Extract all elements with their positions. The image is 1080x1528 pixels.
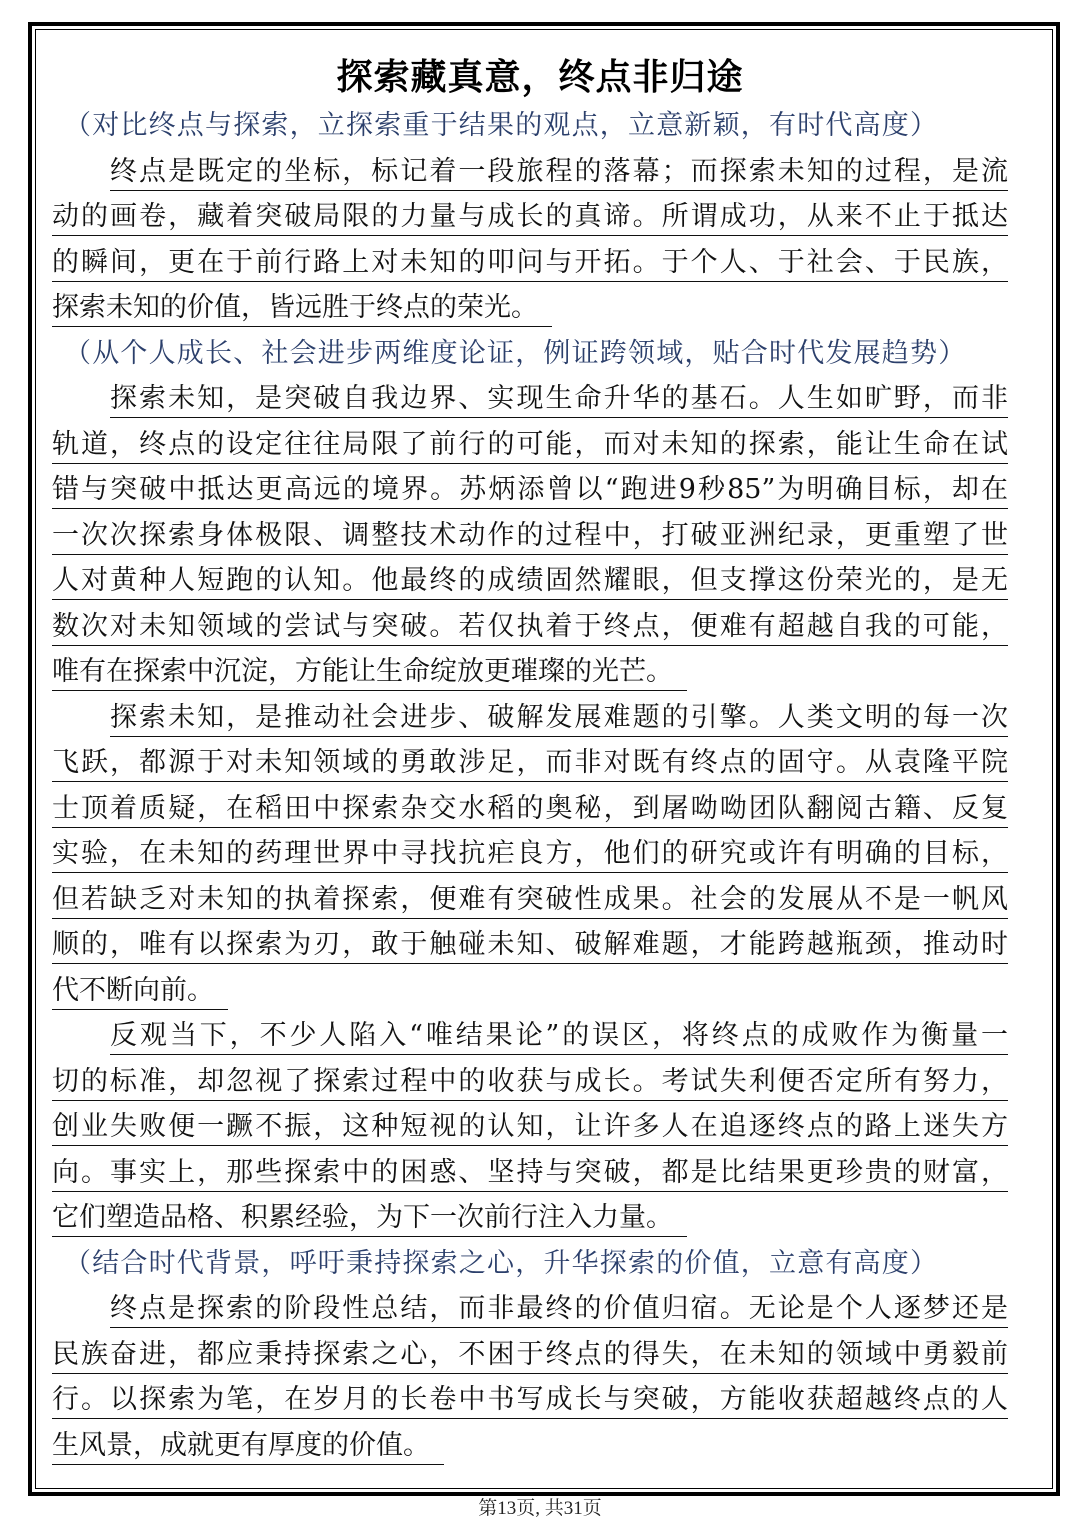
underlined-text-line: 顺的，唯有以探索为刃，敢于触碰未知、破解难题，才能跨越瓶颈，推动时 — [52, 927, 1008, 964]
paragraph — [52, 696, 1008, 1015]
essay-line — [52, 150, 1008, 196]
essay-line — [52, 741, 1008, 787]
annotation-row — [52, 1242, 1008, 1288]
essay-line — [52, 1060, 1008, 1106]
essay-line — [52, 1151, 1008, 1197]
underlined-text-line: 创业失败便一蹶不振，这种短视的认知，让许多人在追逐终点的路上迷失方 — [52, 1109, 1008, 1146]
essay-line — [52, 514, 1008, 560]
essay-title: 探索藏真意，终点非归途 — [336, 56, 744, 98]
essay-line — [52, 1196, 1008, 1242]
paragraph — [52, 150, 1008, 332]
paragraph — [52, 1287, 1008, 1469]
essay-line — [52, 1378, 1008, 1424]
essay-line — [52, 1014, 1008, 1060]
annotation-note: （从个人成长、社会进步两维度论证，例证跨领域，贴合时代发展趋势） — [64, 337, 967, 369]
underlined-text-line: 实验，在未知的药理世界中寻找抗疟良方，他们的研究或许有明确的目标， — [52, 836, 1008, 873]
page-number: 第13页, 共31页 — [478, 1498, 602, 1519]
underlined-text-line: 一次次探索身体极限、调整技术动作的过程中，打破亚洲纪录，更重塑了世 — [52, 518, 1008, 555]
underlined-text-line: 但若缺乏对未知的执着探索，便难有突破性成果。社会的发展从不是一帆风 — [52, 882, 1008, 919]
underlined-text-line: 终点是既定的坐标，标记着一段旅程的落幕；而探索未知的过程，是流 — [110, 154, 1008, 191]
essay-line — [52, 559, 1008, 605]
underlined-text-line: 生风景，成就更有厚度的价值。 — [52, 1428, 444, 1465]
essay-line — [52, 1333, 1008, 1379]
underlined-text-line: 人对黄种人短跑的认知。他最终的成绩固然耀眼，但支撑这份荣光的，是无 — [52, 563, 1008, 600]
underlined-text-line: 行。以探索为笔，在岁月的长卷中书写成长与突破，方能收获超越终点的人 — [52, 1382, 1008, 1419]
underlined-text-line: 切的标准，却忽视了探索过程中的收获与成长。考试失利便否定所有努力， — [52, 1064, 1008, 1101]
essay-line — [52, 423, 1008, 469]
annotation-row — [52, 104, 1008, 150]
essay-line — [52, 468, 1008, 514]
underlined-text-line: 动的画卷，藏着突破局限的力量与成长的真谛。所谓成功，从来不止于抵达 — [52, 199, 1008, 236]
essay-line — [52, 1105, 1008, 1151]
essay-line — [52, 195, 1008, 241]
paragraph — [52, 1014, 1008, 1242]
essay-line — [52, 787, 1008, 833]
annotation-note: （对比终点与探索，立探索重于结果的观点，立意新颖，有时代高度） — [64, 110, 939, 141]
essay-line — [52, 832, 1008, 878]
essay-line — [52, 878, 1008, 924]
essay-line — [52, 923, 1008, 969]
underlined-text-line: 数次对未知领域的尝试与突破。若仅执着于终点，便难有超越自我的可能， — [52, 609, 1008, 646]
underlined-text-line: 错与突破中抵达更高远的境界。苏炳添曾以“跑进9秒85”为明确目标，却在 — [52, 472, 1008, 509]
annotation-note: （结合时代背景，呼吁秉持探索之心，升华探索的价值，立意有高度） — [64, 1247, 939, 1279]
underlined-text-line: 终点是探索的阶段性总结，而非最终的价值归宿。无论是个人逐梦还是 — [110, 1291, 1008, 1328]
essay-body — [52, 104, 1008, 1469]
essay-line — [52, 605, 1008, 651]
underlined-text-line: 民族奋进，都应秉持探索之心，不困于终点的得失，在未知的领域中勇毅前 — [52, 1337, 1008, 1374]
essay-line — [52, 377, 1008, 423]
essay-line — [52, 969, 1008, 1015]
underlined-text-line: 士顶着质疑，在稻田中探索杂交水稻的奥秘，到屠呦呦团队翻阅古籍、反复 — [52, 791, 1008, 828]
essay-line — [52, 650, 1008, 696]
essay-line — [52, 1424, 1008, 1470]
underlined-text-line: 飞跃，都源于对未知领域的勇敢涉足，而非对既有终点的固守。从袁隆平院 — [52, 745, 1008, 782]
underlined-text-line: 唯有在探索中沉淀，方能让生命绽放更璀璨的光芒。 — [52, 654, 687, 691]
essay-line — [52, 696, 1008, 742]
underlined-text-line: 反观当下，不少人陷入“唯结果论”的误区，将终点的成败作为衡量一 — [110, 1018, 1008, 1055]
essay-line — [52, 286, 1008, 332]
underlined-text-line: 它们塑造品格、积累经验，为下一次前行注入力量。 — [52, 1200, 687, 1237]
underlined-text-line: 代不断向前。 — [52, 973, 228, 1010]
underlined-text-line: 轨道，终点的设定往往局限了前行的可能，而对未知的探索，能让生命在试 — [52, 427, 1008, 464]
underlined-text-line: 探索未知的价值，皆远胜于终点的荣光。 — [52, 290, 552, 327]
annotation-row — [52, 332, 1008, 378]
essay-line — [52, 1287, 1008, 1333]
underlined-text-line: 向。事实上，那些探索中的困惑、坚持与突破，都是比结果更珍贵的财富， — [52, 1155, 1008, 1192]
paragraph — [52, 377, 1008, 696]
underlined-text-line: 的瞬间，更在于前行路上对未知的叩问与开拓。于个人、于社会、于民族， — [52, 245, 1008, 282]
essay-line — [52, 241, 1008, 287]
underlined-text-line: 探索未知，是突破自我边界、实现生命升华的基石。人生如旷野，而非 — [110, 381, 1008, 418]
underlined-text-line: 探索未知，是推动社会进步、破解发展难题的引擎。人类文明的每一次 — [110, 700, 1008, 737]
